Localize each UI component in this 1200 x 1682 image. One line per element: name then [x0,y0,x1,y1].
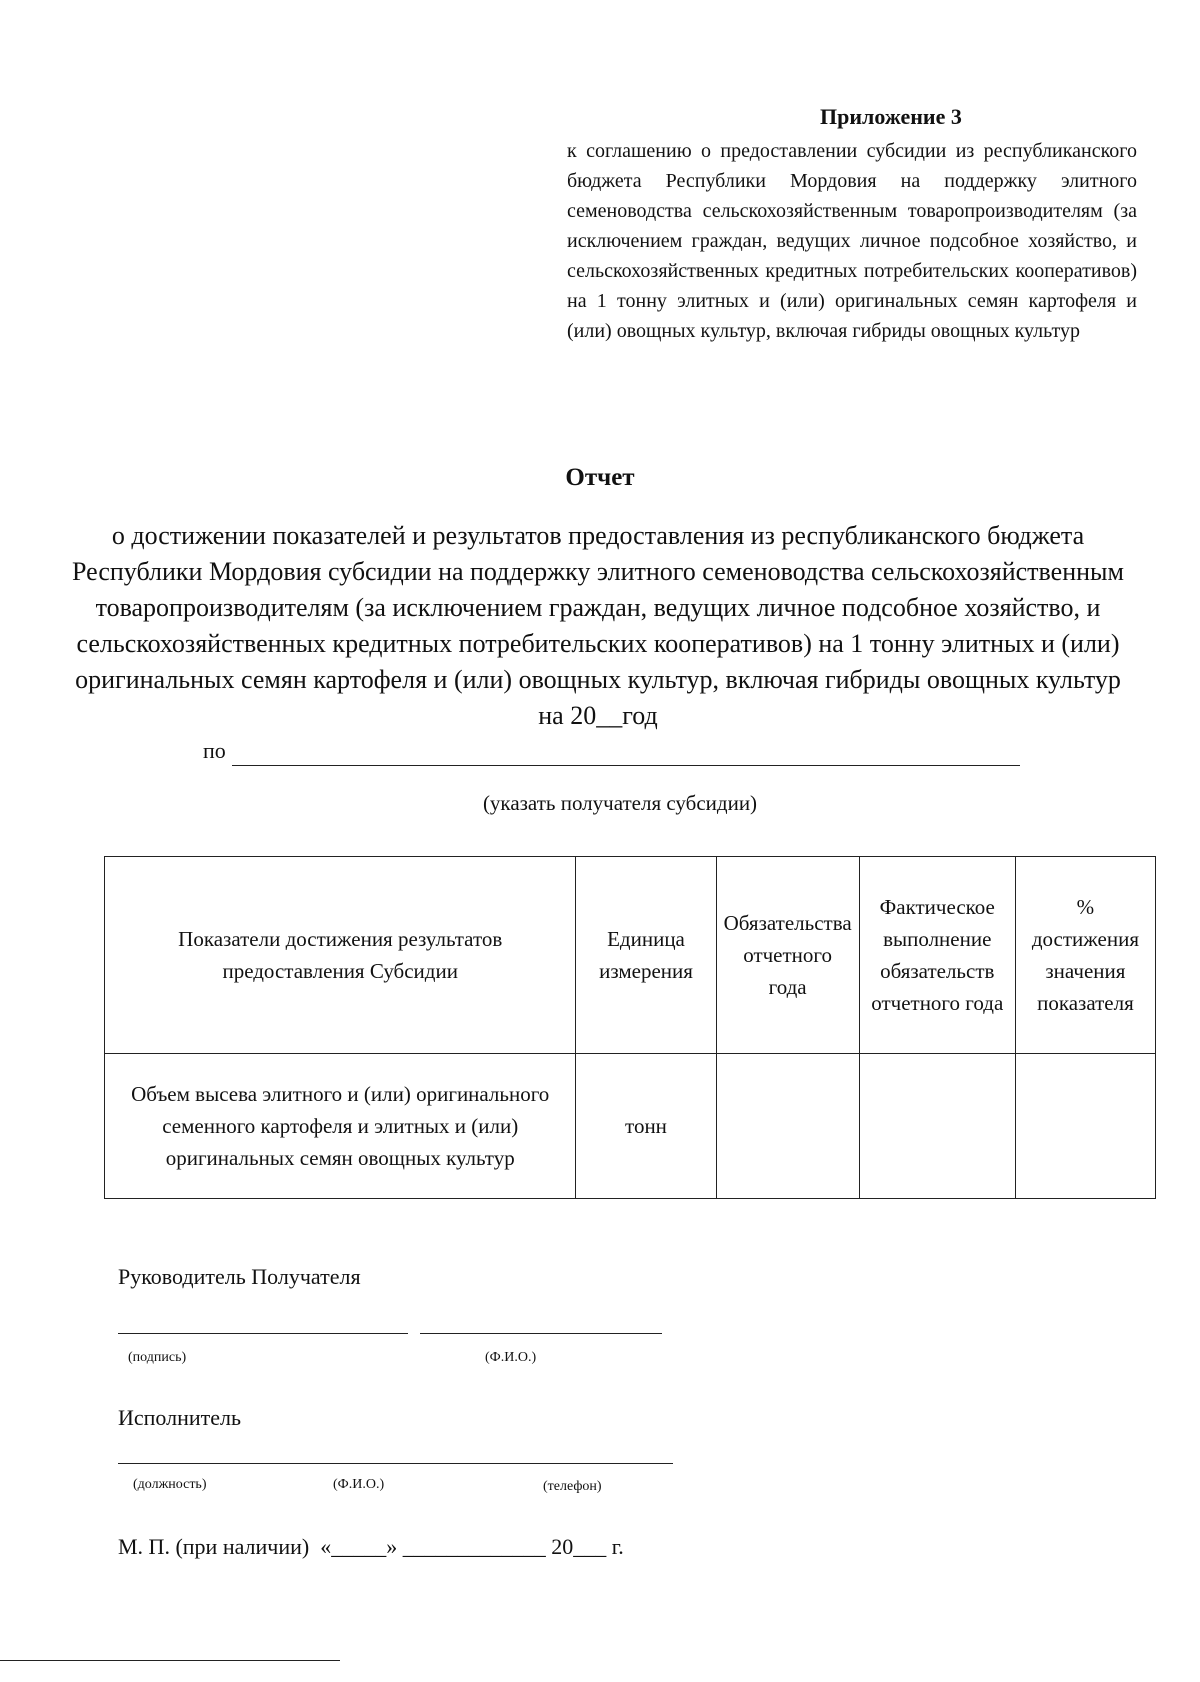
header-actual: Фактическое выполнение обязательств отчетного года [859,857,1015,1054]
indicators-table [104,856,1156,1199]
table-header-row [105,857,1156,1054]
recipient-hint: (указать получателя субсидии) [482,791,758,815]
header-indicators: Показатели достижения результатов предоставления Субсидии [105,857,576,1054]
annex-text: к соглашению о предоставлении субсидии из республиканского бюджета Республики Мордовия на поддержку элитного семеноводства сельскохозяйственным товаропроизводителям (за исключением граждан, ведущих личное подсобное хозяйство, и сельскохозяйственных кредитных потребительских кооперативов) на 1 тонну элитных и (или) оригинальных семян картофеля и (или) овощных культур, включая гибриды овощных культур [567,140,1137,342]
cell-actual [859,1054,1015,1199]
executor-line [118,1463,673,1464]
report-title: Отчет [565,464,635,491]
cell-obligations [716,1054,859,1199]
annex-title: Приложение 3 [820,104,962,129]
cell-percent [1015,1054,1155,1199]
header-percent: % достижения значения показателя [1015,857,1155,1054]
recipient-prefix: по [203,738,226,763]
head-label: Руководитель Получателя [118,1264,361,1289]
header-unit: Единица измерения [576,857,716,1054]
recipient-blank-line [232,765,1020,766]
phone-hint: (телефон) [543,1479,602,1494]
header-obligations: Обязательства отчетного года [716,857,859,1054]
signature-line [118,1333,408,1334]
footnote-divider [0,1660,340,1661]
executor-fio-hint: (Ф.И.О.) [333,1477,385,1492]
position-hint: (должность) [133,1477,207,1492]
table-row [105,1054,1156,1199]
signature-hint: (подпись) [128,1350,187,1365]
stamp-date-line: М. П. (при наличии) «_____» _____________ 20___ г. [118,1534,624,1559]
head-fio-line [420,1333,662,1334]
report-subtitle: о достижении показателей и результатов предоставления из республиканского бюджета Республики Мордовия субсидии на поддержку элитного семеноводства сельскохозяйственным товаропроизводителям (за исключением граждан, ведущих личное подсобное хозяйство, и сельскохозяйственных кредитных потребительских кооперативов) на 1 тонну элитных и (или) оригинальных семян картофеля и (или) овощных культур, включая гибриды овощных культур на 20__год [72,521,1124,730]
cell-indicator: Объем высева элитного и (или) оригинального семенного картофеля и элитных и (или) оригинальных семян овощных культур [105,1054,576,1199]
fio-hint: (Ф.И.О.) [485,1350,537,1365]
executor-label: Исполнитель [118,1405,242,1430]
cell-unit: тонн [576,1054,716,1199]
